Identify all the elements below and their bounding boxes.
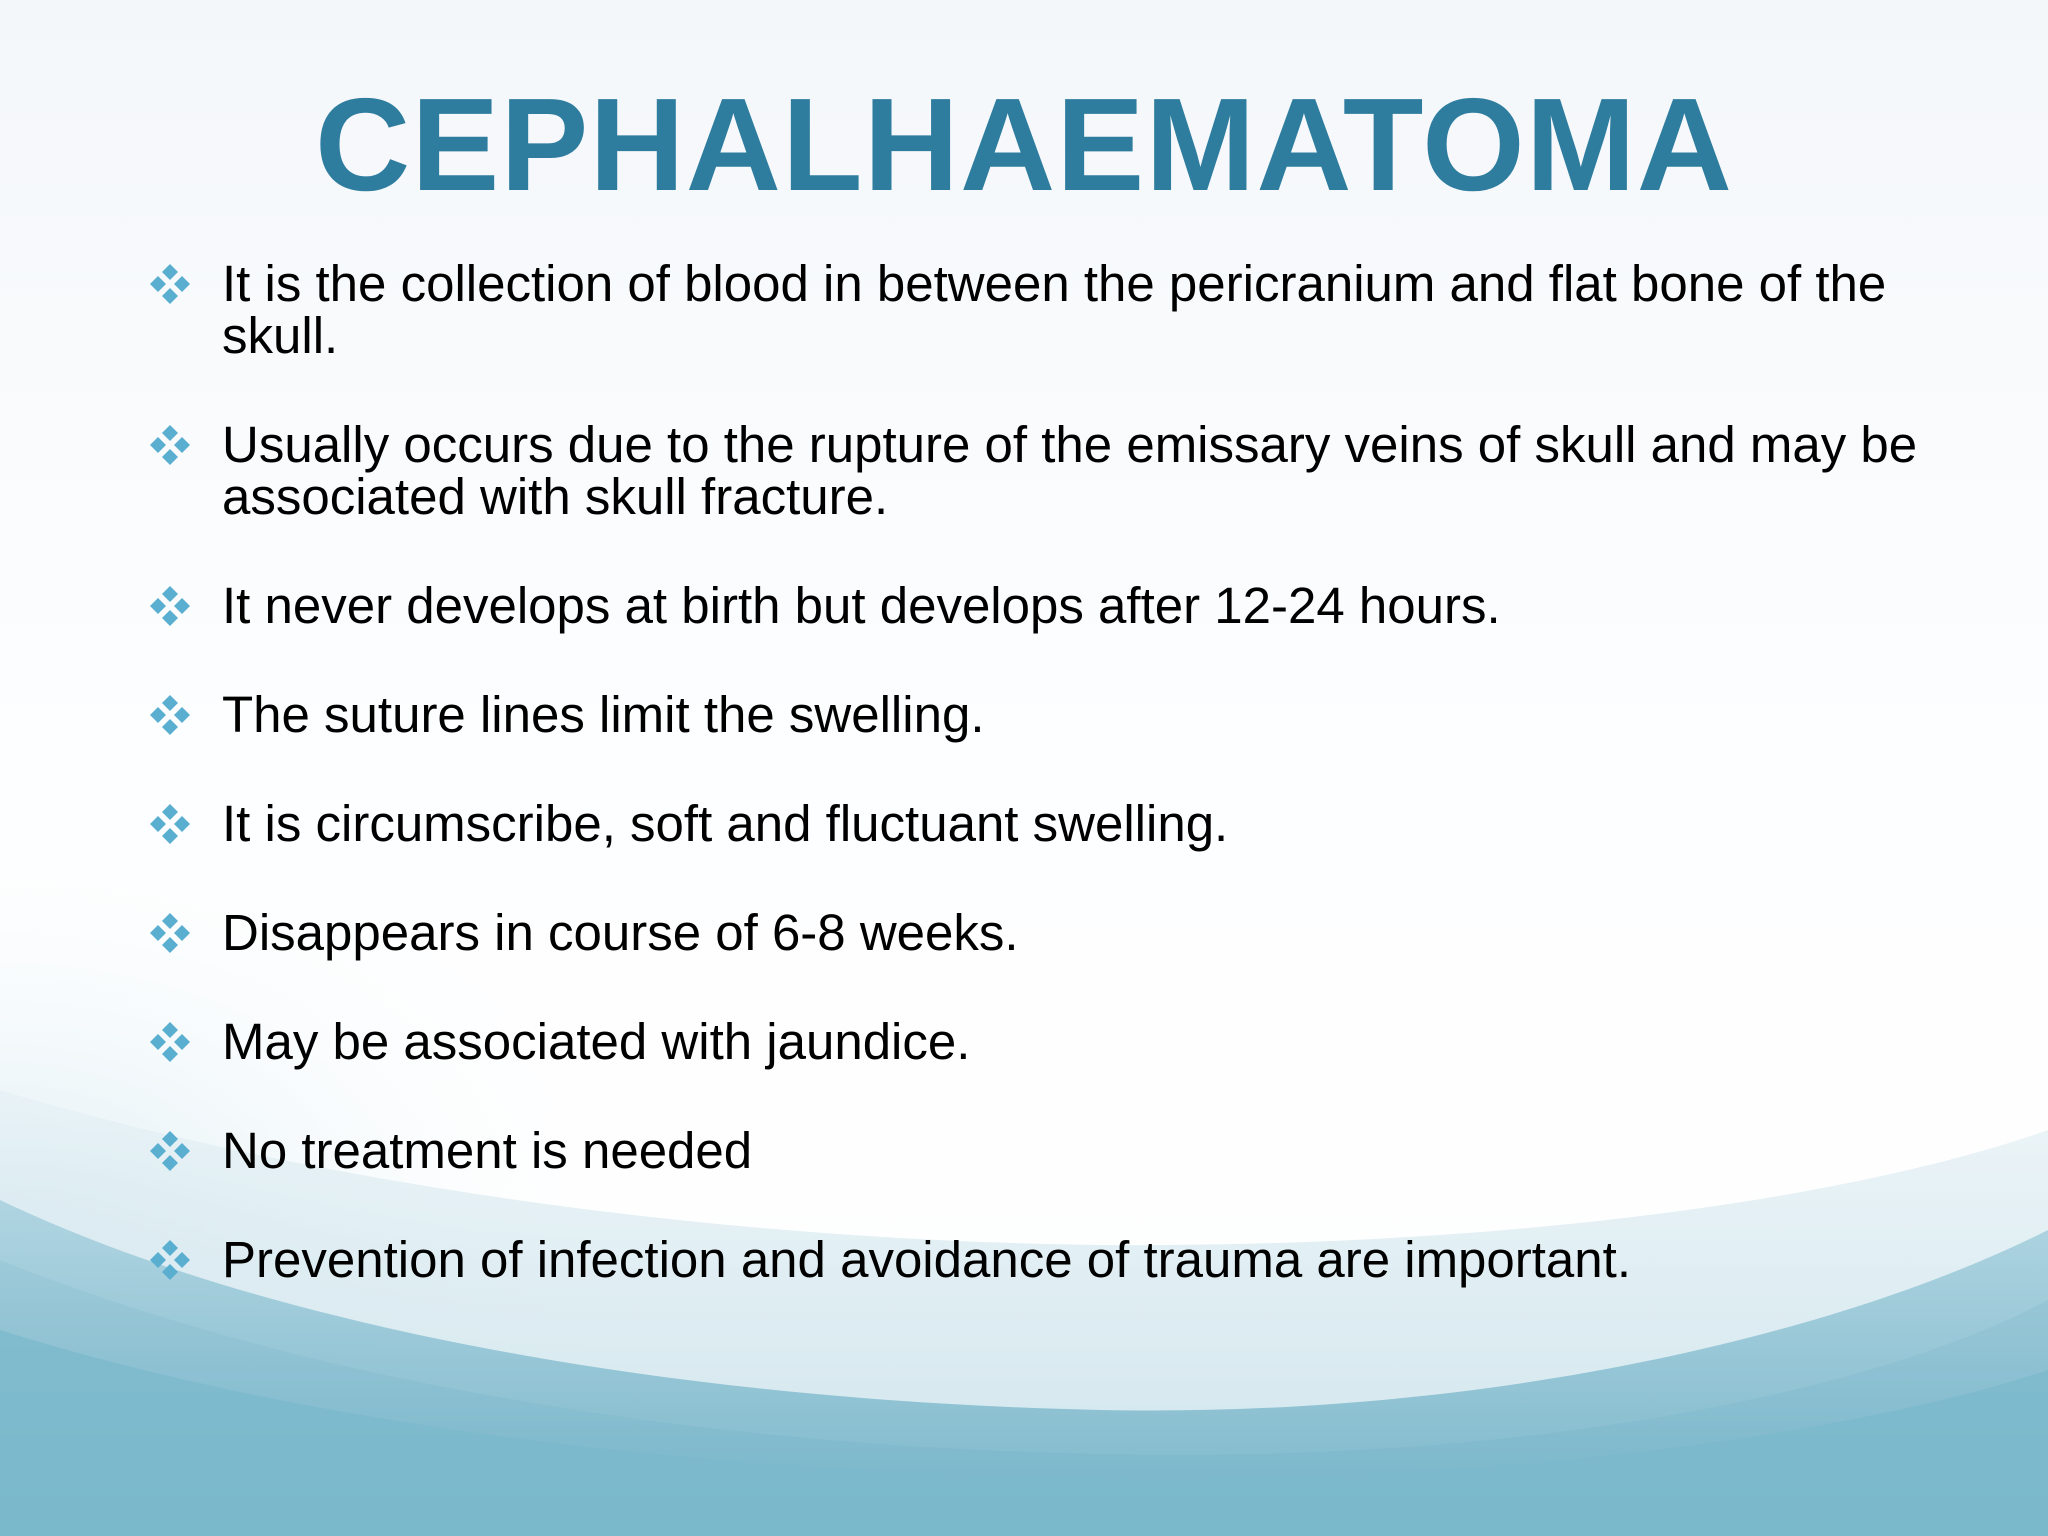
four-diamond-bullet-icon [148, 802, 192, 846]
bullet-item [148, 416, 1928, 525]
bullet-list [148, 255, 1928, 1343]
bullet-text: It never develops at birth but develops after 12-24 hours. [222, 577, 1501, 634]
bullet-item [148, 1122, 1928, 1179]
bullet-text: Usually occurs due to the rupture of the emissary veins of skull and may be associated with skull fracture. [222, 416, 1918, 525]
bullet-text: May be associated with jaundice. [222, 1013, 971, 1070]
four-diamond-bullet-icon [148, 1020, 192, 1064]
bullet-text: It is the collection of blood in between the pericranium and flat bone of the skull. [222, 255, 1887, 364]
four-diamond-bullet-icon [148, 911, 192, 955]
four-diamond-bullet-icon [148, 423, 192, 467]
bullet-item [148, 577, 1928, 634]
bullet-text: Disappears in course of 6-8 weeks. [222, 904, 1019, 961]
bullet-text: Prevention of infection and avoidance of trauma are important. [222, 1231, 1631, 1288]
bullet-item [148, 795, 1928, 852]
four-diamond-bullet-icon [148, 262, 192, 306]
bullet-item [148, 255, 1928, 364]
four-diamond-bullet-icon [148, 1129, 192, 1173]
slide-title: CEPHALHAEMATOMA [314, 71, 1734, 218]
bullet-item [148, 904, 1928, 961]
bullet-item [148, 1231, 1928, 1288]
four-diamond-bullet-icon [148, 1238, 192, 1282]
bullet-text: No treatment is needed [222, 1122, 753, 1179]
bullet-item [148, 686, 1928, 743]
bullet-text: It is circumscribe, soft and fluctuant swelling. [222, 795, 1229, 852]
bullet-text: The suture lines limit the swelling. [222, 686, 985, 743]
four-diamond-bullet-icon [148, 693, 192, 737]
bullet-item [148, 1013, 1928, 1070]
four-diamond-bullet-icon [148, 584, 192, 628]
